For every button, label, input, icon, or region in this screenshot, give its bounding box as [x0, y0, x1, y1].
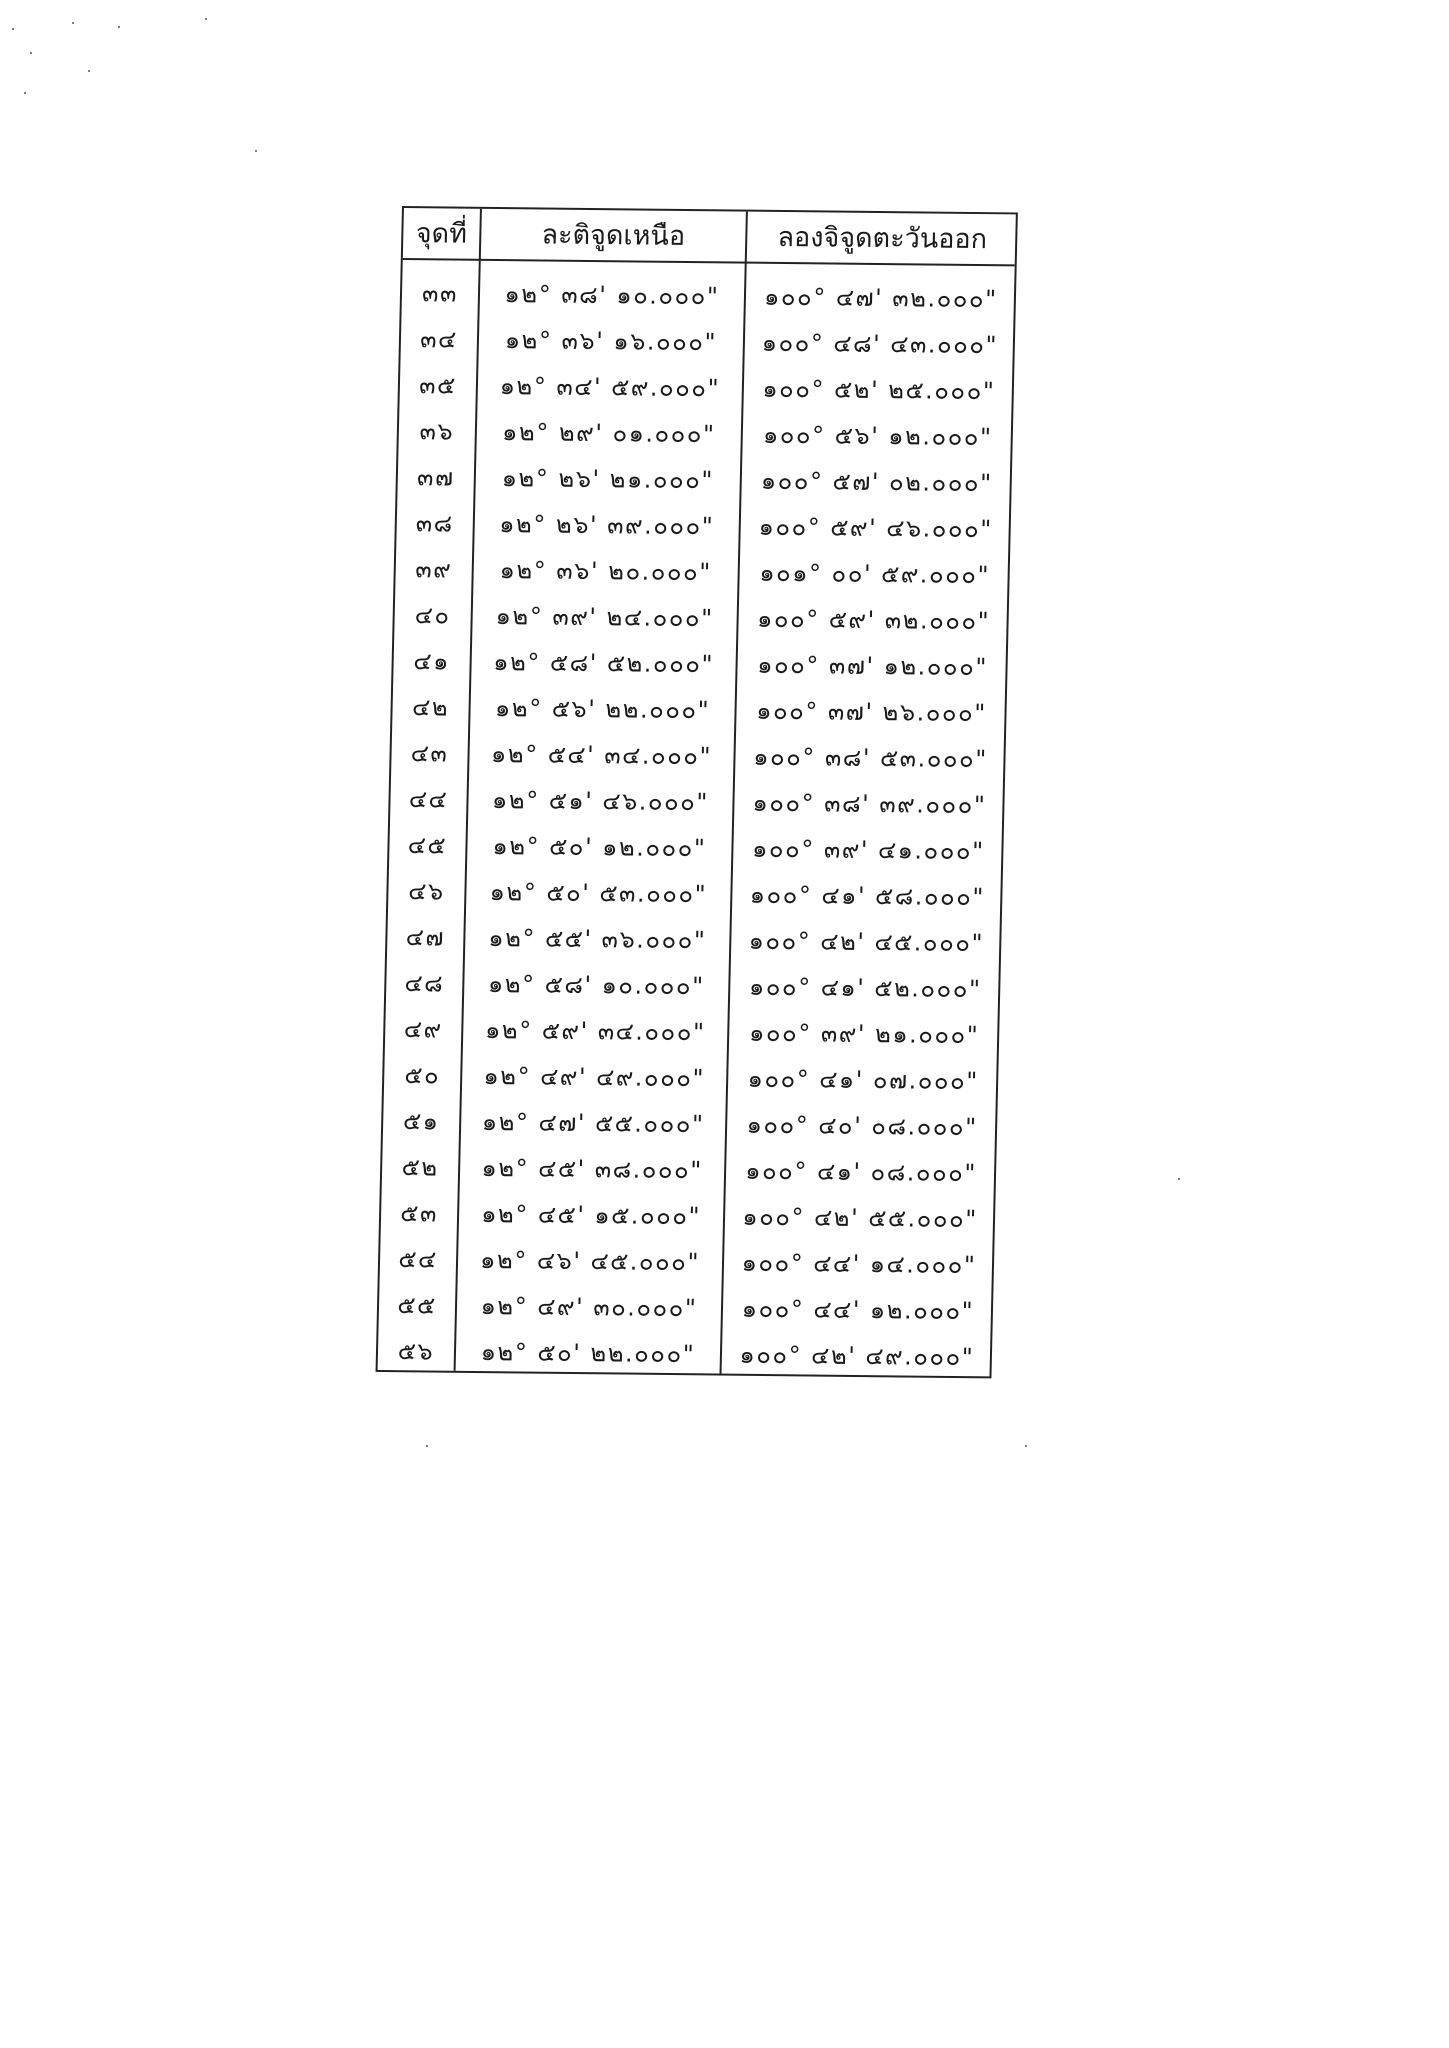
point-number: ๓๔	[419, 325, 459, 354]
header-longitude: ลองจิจูดตะวันออก	[777, 221, 988, 256]
scan-speck	[30, 52, 32, 54]
longitude-value: ๑๐๐° ๔๗' ๓๒.๐๐๐"	[763, 282, 998, 314]
longitude-value: ๑๐๐° ๔๑' ๐๘.๐๐๐"	[745, 1156, 978, 1188]
table-row	[392, 684, 1005, 736]
table-row	[402, 270, 1015, 322]
longitude-value: ๑๐๐° ๓๗' ๒๖.๐๐๐"	[755, 696, 988, 728]
point-number: ๓๘	[415, 509, 455, 538]
longitude-value: ๑๐๐° ๕๗' ๐๒.๐๐๐"	[760, 466, 993, 498]
point-number: ๕๑	[402, 1107, 440, 1136]
table-row	[381, 1190, 994, 1242]
latitude-value: ๑๒° ๕๘' ๑๐.๐๐๐"	[487, 970, 705, 1001]
latitude-value: ๑๒° ๕๐' ๒๒.๐๐๐"	[480, 1338, 696, 1369]
table-row	[397, 454, 1010, 506]
scan-speck	[1178, 1178, 1180, 1180]
table-row	[389, 822, 1002, 874]
longitude-value: ๑๐๐° ๕๖' ๑๒.๐๐๐"	[762, 420, 993, 452]
table-row	[384, 1052, 997, 1104]
table-row	[379, 1282, 992, 1334]
latitude-value: ๑๒° ๕๐' ๑๒.๐๐๐"	[492, 832, 707, 863]
table-row	[388, 868, 1001, 920]
scan-speck	[205, 18, 207, 20]
longitude-value: ๑๐๐° ๓๗' ๑๒.๐๐๐"	[757, 650, 989, 682]
table-body	[377, 270, 1014, 1380]
latitude-value: ๑๒° ๕๐' ๕๓.๐๐๐"	[489, 878, 708, 909]
latitude-value: ๑๒° ๒๖' ๒๑.๐๐๐"	[501, 464, 715, 495]
latitude-value: ๑๒° ๔๕' ๓๘.๐๐๐"	[481, 1154, 704, 1185]
point-number: ๔๖	[407, 877, 445, 906]
point-number: ๔๙	[403, 1015, 444, 1044]
table-row	[382, 1144, 995, 1196]
point-number: ๓๖	[419, 417, 455, 446]
longitude-value: ๑๐๐° ๔๑' ๕๘.๐๐๐"	[749, 880, 986, 912]
longitude-value: ๑๐๐° ๕๙' ๓๒.๐๐๐"	[756, 604, 991, 636]
latitude-value: ๑๒° ๔๗' ๕๕.๐๐๐"	[481, 1108, 705, 1139]
point-number: ๔๔	[408, 785, 449, 814]
point-number: ๔๓	[410, 739, 449, 768]
longitude-value: ๑๐๐° ๓๙' ๔๑.๐๐๐"	[751, 834, 985, 866]
longitude-value: ๑๐๐° ๔๑' ๐๗.๐๐๐"	[747, 1064, 980, 1096]
point-number: ๓๗	[416, 463, 455, 492]
latitude-value: ๑๒° ๕๘' ๕๒.๐๐๐"	[492, 648, 715, 679]
table-row	[393, 638, 1006, 690]
latitude-value: ๑๒° ๓๙' ๒๔.๐๐๐"	[495, 602, 714, 633]
point-number: ๕๕	[397, 1291, 438, 1320]
table-row	[380, 1236, 993, 1288]
latitude-value: ๑๒° ๔๖' ๔๕.๐๐๐"	[479, 1246, 701, 1277]
latitude-value: ๑๒° ๓๘' ๑๐.๐๐๐"	[504, 280, 720, 311]
point-number: ๔๑	[413, 647, 451, 676]
scan-speck	[72, 22, 74, 24]
table-row	[396, 500, 1009, 552]
scan-speck	[12, 28, 14, 30]
latitude-value: ๑๒° ๕๖' ๒๒.๐๐๐"	[494, 694, 711, 725]
header-point: จุดที่	[415, 218, 468, 250]
latitude-value: ๑๒° ๕๔' ๓๔.๐๐๐"	[490, 740, 713, 771]
point-number: ๔๘	[404, 969, 445, 998]
latitude-value: ๑๒° ๔๙' ๓๐.๐๐๐"	[480, 1292, 698, 1323]
coordinates-table	[376, 206, 1018, 1378]
point-number: ๔๕	[407, 831, 448, 860]
latitude-value: ๑๒° ๕๙' ๓๔.๐๐๐"	[484, 1016, 706, 1047]
table-row	[400, 316, 1013, 368]
table-row	[394, 592, 1007, 644]
longitude-value: ๑๐๐° ๔๐' ๐๘.๐๐๐"	[746, 1110, 978, 1142]
latitude-value: ๑๒° ๔๕' ๑๕.๐๐๐"	[480, 1200, 702, 1231]
longitude-value: ๑๐๐° ๔๒' ๕๕.๐๐๐"	[742, 1202, 979, 1234]
point-number: ๕๒	[401, 1153, 439, 1182]
scan-speck	[1025, 1445, 1027, 1447]
table-row	[383, 1098, 996, 1150]
table-row	[390, 776, 1003, 828]
scan-speck	[118, 26, 120, 28]
latitude-value: ๑๒° ๒๖' ๓๙.๐๐๐"	[498, 510, 715, 541]
point-number: ๓๓	[421, 279, 459, 308]
table-row	[399, 362, 1012, 414]
point-number: ๕๓	[400, 1199, 439, 1228]
longitude-value: ๑๐๐° ๔๒' ๔๕.๐๐๐"	[748, 926, 985, 958]
latitude-value: ๑๒° ๓๖' ๒๐.๐๐๐"	[499, 556, 713, 587]
longitude-value: ๑๐๐° ๔๒' ๔๙.๐๐๐"	[739, 1340, 975, 1372]
latitude-value: ๑๒° ๕๕' ๓๖.๐๐๐"	[488, 924, 707, 955]
table-row	[398, 408, 1011, 460]
longitude-value: ๑๐๐° ๓๙' ๒๑.๐๐๐"	[748, 1018, 980, 1050]
table-row	[387, 914, 1000, 966]
scan-speck	[255, 150, 257, 152]
point-number: ๕๔	[398, 1245, 439, 1274]
latitude-value: ๑๒° ๔๙' ๔๙.๐๐๐"	[483, 1062, 706, 1093]
longitude-value: ๑๐๐° ๓๘' ๓๙.๐๐๐"	[752, 788, 987, 820]
scan-speck	[88, 70, 90, 72]
table-header	[403, 208, 1016, 266]
longitude-value: ๑๐๐° ๔๔' ๑๔.๐๐๐"	[741, 1248, 977, 1280]
point-number: ๕๖	[397, 1337, 435, 1366]
point-number: ๔๐	[414, 601, 451, 630]
point-number: ๔๒	[411, 693, 450, 722]
header-latitude: ละติจูดเหนือ	[541, 219, 686, 252]
longitude-value: ๑๐๑° ๐๐' ๕๙.๐๐๐"	[759, 558, 991, 590]
latitude-value: ๑๒° ๕๑' ๔๖.๐๐๐"	[491, 786, 710, 817]
longitude-value: ๑๐๐° ๕๙' ๔๖.๐๐๐"	[758, 512, 994, 544]
point-number: ๓๙	[414, 555, 453, 584]
table-row	[391, 730, 1004, 782]
table-row	[385, 1006, 998, 1058]
point-number: ๕๐	[404, 1061, 441, 1090]
latitude-value: ๑๒° ๓๖' ๑๖.๐๐๐"	[504, 326, 718, 357]
table-row	[395, 546, 1008, 598]
point-number: ๔๗	[405, 923, 446, 952]
latitude-value: ๑๒° ๓๔' ๕๙.๐๐๐"	[499, 372, 721, 403]
longitude-value: ๑๐๐° ๔๔' ๑๒.๐๐๐"	[741, 1294, 975, 1326]
table-row	[377, 1328, 990, 1380]
point-number: ๓๕	[418, 371, 458, 400]
scan-speck	[24, 92, 26, 94]
latitude-value: ๑๒° ๒๙' ๐๑.๐๐๐"	[501, 418, 716, 449]
longitude-value: ๑๐๐° ๕๒' ๒๕.๐๐๐"	[762, 374, 996, 406]
scan-speck	[426, 1445, 428, 1447]
table-row	[386, 960, 999, 1012]
longitude-value: ๑๐๐° ๓๘' ๕๓.๐๐๐"	[752, 742, 989, 774]
longitude-value: ๑๐๐° ๔๑' ๕๒.๐๐๐"	[748, 972, 982, 1004]
longitude-value: ๑๐๐° ๔๘' ๔๓.๐๐๐"	[761, 328, 999, 360]
